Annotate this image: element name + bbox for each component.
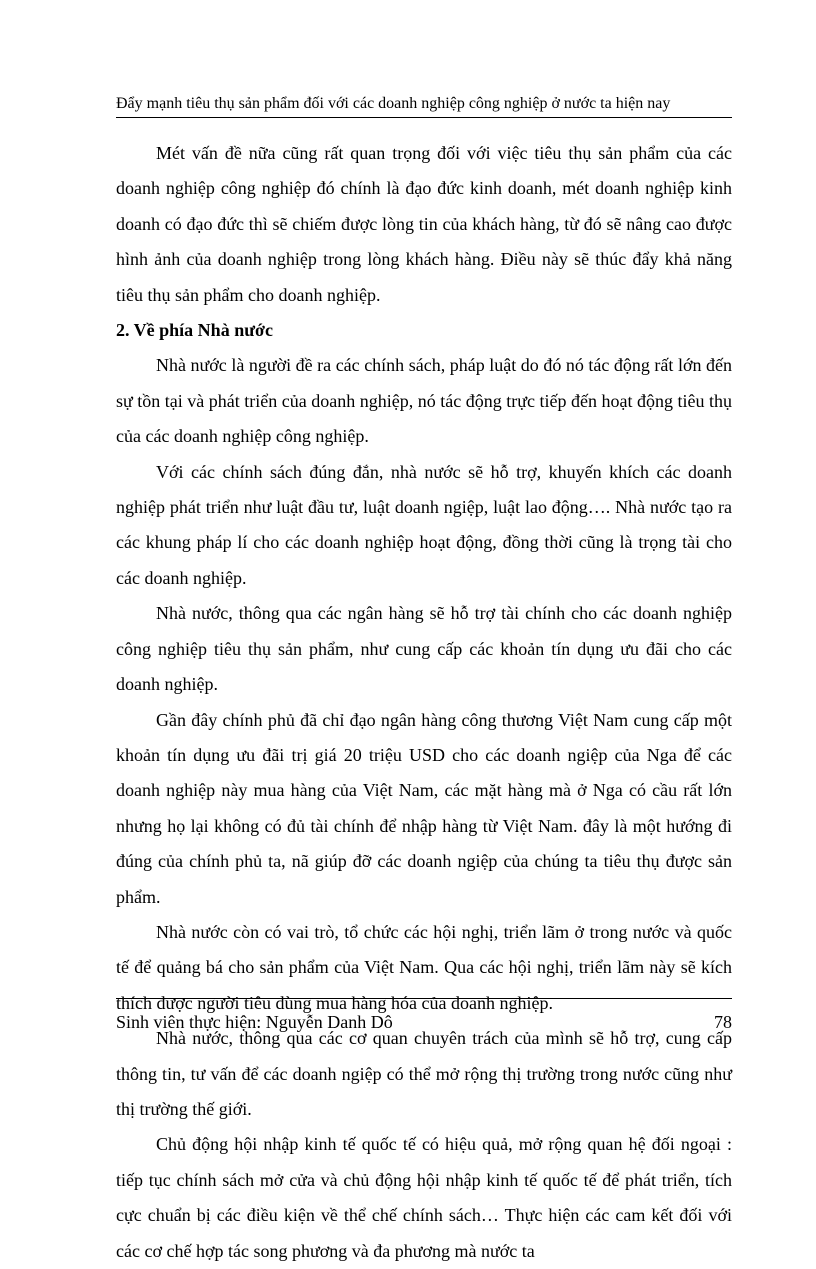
document-body [116,136,732,1269]
footer-author: Sinh viên thực hiện: Nguyễn Danh Dô [116,1012,393,1032]
paragraph-bank-support: Nhà nước, thông qua các ngân hàng sẽ hỗ trợ tài chính cho các doanh nghiệp công nghiệp tiêu thụ sản phẩm, như cung cấp các khoản tín dụng ưu đãi cho các doanh nghiệp. [116,603,732,695]
paragraph-credit-example: Gần đây chính phủ đã chỉ đạo ngân hàng công thương Việt Nam cung cấp một khoản tín dụng ưu đãi trị giá 20 triệu USD cho các doanh ngiệp của Nga để các doanh nghiệp này mua hàng của Việt Nam, các mặt hàng mà ở Nga có cầu rất lớn nhưng họ lại không có đủ tài chính để nhập hàng từ Việt Nam. đây là một hướng đi đúng của chính phủ ta, nã giúp đỡ các doanh ngiệp của chúng ta tiêu thụ được sản phẩm. [116,709,732,907]
page-header [116,94,732,114]
header-divider [116,117,732,118]
paragraph-policies: Với các chính sách đúng đắn, nhà nước sẽ hỗ trợ, khuyến khích các doanh nghiệp phát triển như luật đầu tư, luật doanh ngiệp, luật lao động…. Nhà nước tạo ra các khung pháp lí cho các doanh nghiệp hoạt động, đồng thời cũng là trọng tài cho các doanh nghiệp. [116,461,732,588]
footer-divider [116,998,732,999]
paragraph-fairs: Nhà nước còn có vai trò, tổ chức các hội nghị, triển lãm ở trong nước và quốc tế để quảng bá cho sản phẩm của Việt Nam. Qua các hội nghị, triển lãm này sẽ kích thích được người tiêu dùng mua hàng hóa của doanh nghiệp. [116,921,732,1013]
paragraph-state-role: Nhà nước là người đề ra các chính sách, pháp luật do đó nó tác động rất lớn đến sự tồn tại và phát triển của doanh nghiệp, nó tác động trực tiếp đến hoạt động tiêu thụ của các doanh nghiệp công nghiệp. [116,355,732,447]
paragraph-information: Nhà nước, thông qua các cơ quan chuyên trách của mình sẽ hỗ trợ, cung cấp thông tin, tư vấn để các doanh ngiệp có thể mở rộng thị trường trong nước cũng như thị trường thế giới. [116,1028,732,1119]
page-number: 78 [714,1012,732,1032]
header-title: Đẩy mạnh tiêu thụ sản phẩm đối với các doanh nghiệp công nghiệp ở nước ta hiện nay [116,95,671,112]
paragraph-business-ethics: Mét vấn đề nữa cũng rất quan trọng đối với việc tiêu thụ sản phẩm của các doanh nghiệp công nghiệp đó chính là đạo đức kinh doanh, mét doanh nghiệp kinh doanh có đạo đức thì sẽ chiếm được lòng tin của khách hàng, từ đó sẽ nâng cao được hình ảnh của doanh nghiệp trong lòng khách hàng. Điều này sẽ thúc đẩy khả năng tiêu thụ sản phẩm cho doanh nghiệp. [116,143,732,305]
paragraph-integration: Chủ động hội nhập kinh tế quốc tế có hiệu quả, mở rộng quan hệ đối ngoại : tiếp tục chính sách mở cửa và chủ động hội nhập kinh tế quốc tế để phát triển, tích cực chuẩn bị các điều kiện về thể chế chính sách… Thực hiện các cam kết đối với các cơ chế hợp tác song phương và đa phương mà nước ta [116,1134,732,1261]
section-heading: 2. Về phía Nhà nước [116,320,273,341]
